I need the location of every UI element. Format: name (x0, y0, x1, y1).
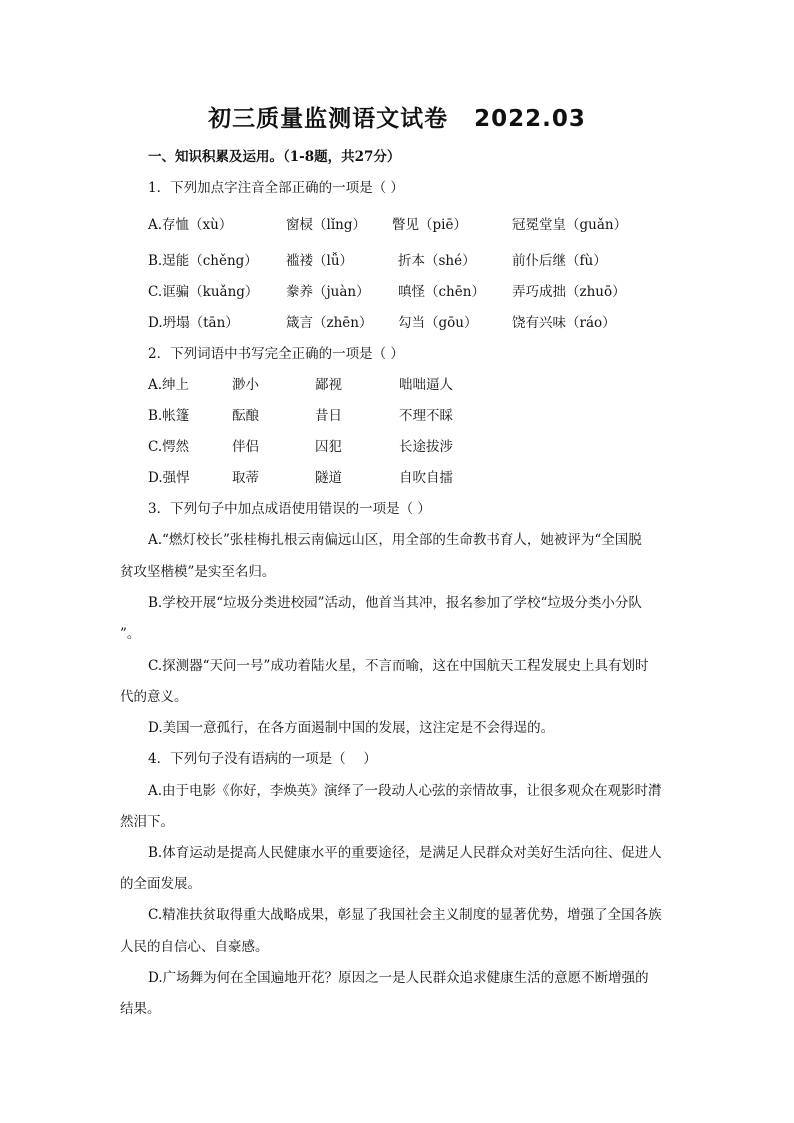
section-heading: 一、知识积累及运用。（1-8题，共27分） (148, 149, 401, 165)
q3-line: ”。 (120, 626, 141, 642)
q2-b-1: B.帐篷 (148, 408, 190, 424)
q1-c-3: 嗔怪（chēn） (398, 284, 485, 300)
exam-title (0, 100, 794, 133)
q4-line: 然泪下。 (120, 814, 174, 830)
q2-b-4: 不理不睬 (399, 408, 453, 424)
q2-b-2: 酝酿 (232, 408, 259, 424)
q4-line: 结果。 (120, 1001, 161, 1017)
q1-d-3: 勾当（gōu） (398, 315, 478, 331)
q1-option-b (148, 251, 708, 271)
q2-d-3: 隧道 (315, 470, 342, 486)
q3-line: B.学校开展“垃圾分类进校园”活动，他首当其冲，报名参加了学校“垃圾分类小分队 (148, 595, 642, 611)
q1-option-d (148, 313, 708, 333)
q2-c-1: C.愕然 (148, 439, 190, 455)
q1-option-a (148, 215, 708, 235)
q2-a-3: 鄙视 (315, 377, 342, 393)
q1-a-1: A.存恤（xù） (148, 217, 233, 233)
q1-a-2: 窗棂（lǐng） (286, 217, 366, 233)
q2-stem: 2．下列词语中书写完全正确的一项是（ ） (148, 346, 404, 362)
q1-a-4: 冠冕堂皇（guǎn） (512, 217, 628, 233)
q1-b-2: 褴褛（lǚ） (286, 253, 354, 269)
q3-stem: 3．下列句子中加点成语使用错误的一项是（ ） (148, 501, 431, 517)
q2-c-4: 长途拔涉 (399, 439, 453, 455)
q1-c-2: 豢养（juàn） (286, 284, 370, 300)
q1-c-4: 弄巧成拙（zhuō） (512, 284, 626, 300)
q1-option-c (148, 282, 708, 302)
q1-a-3: 瞥见（piē） (392, 217, 467, 233)
q1-d-1: D.坍塌（tān） (148, 315, 239, 331)
q1-b-4: 前仆后继（fù） (512, 253, 607, 269)
q2-option-c (148, 437, 548, 457)
q2-d-2: 取蒂 (232, 470, 259, 486)
q2-d-4: 自吹自擂 (399, 470, 453, 486)
q1-d-2: 箴言（zhēn） (286, 315, 373, 331)
q4-line: B.体育运动是提高人民健康水平的重要途径，是满足人民群众对美好生活向往、促进人 (148, 845, 662, 861)
q3-line: 贫攻坚楷模”是实至名归。 (120, 564, 276, 580)
q3-line: A.“燃灯校长”张桂梅扎根云南偏远山区，用全部的生命教书育人，她被评为“全国脱 (148, 532, 642, 548)
q1-b-1: B.逞能（chěng） (148, 253, 258, 269)
q3-line: C.探测器“天问一号”成功着陆火星，不言而喻，这在中国航天工程发展史上具有划时 (148, 658, 649, 674)
q2-a-2: 渺小 (232, 377, 259, 393)
q4-line: A.由于电影《你好，李焕英》演绎了一段动人心弦的亲情故事，让很多观众在观影时潸 (148, 783, 662, 799)
q3-line: D.美国一意孤行，在各方面遏制中国的发展，这注定是不会得逞的。 (148, 720, 555, 736)
q2-a-1: A.绅上 (148, 377, 190, 393)
exam-year: 2022.03 (474, 106, 586, 132)
q3-line: 代的意义。 (120, 689, 188, 705)
q4-line: 人民的自信心、自豪感。 (120, 939, 269, 955)
q2-c-3: 囚犯 (315, 439, 342, 455)
q2-option-a (148, 375, 548, 395)
q2-d-1: D.强悍 (148, 470, 190, 486)
q4-stem: 4．下列句子没有语病的一项是（ ） (148, 751, 377, 767)
q2-option-b (148, 406, 548, 426)
q1-stem: 1．下列加点字注音全部正确的一项是（ ） (148, 180, 404, 196)
q4-line: 的全面发展。 (120, 876, 201, 892)
q2-b-3: 昔日 (315, 408, 342, 424)
q1-d-4: 饶有兴味（ráo） (512, 315, 616, 331)
q4-line: C.精准扶贫取得重大战略成果，彰显了我国社会主义制度的显著优势，增强了全国各族 (148, 907, 662, 923)
q2-option-d (148, 468, 548, 488)
title-text: 初三质量监测语文试卷 (208, 106, 449, 132)
q1-b-3: 折本（shé） (398, 253, 476, 269)
q2-c-2: 伴侣 (232, 439, 259, 455)
q2-a-4: 咄咄逼人 (399, 377, 453, 393)
q4-line: D.广场舞为何在全国遍地开花？原因之一是人民群众追求健康生活的意愿不断增强的 (148, 970, 649, 986)
q1-c-1: C.诓骗（kuǎng） (148, 284, 259, 300)
